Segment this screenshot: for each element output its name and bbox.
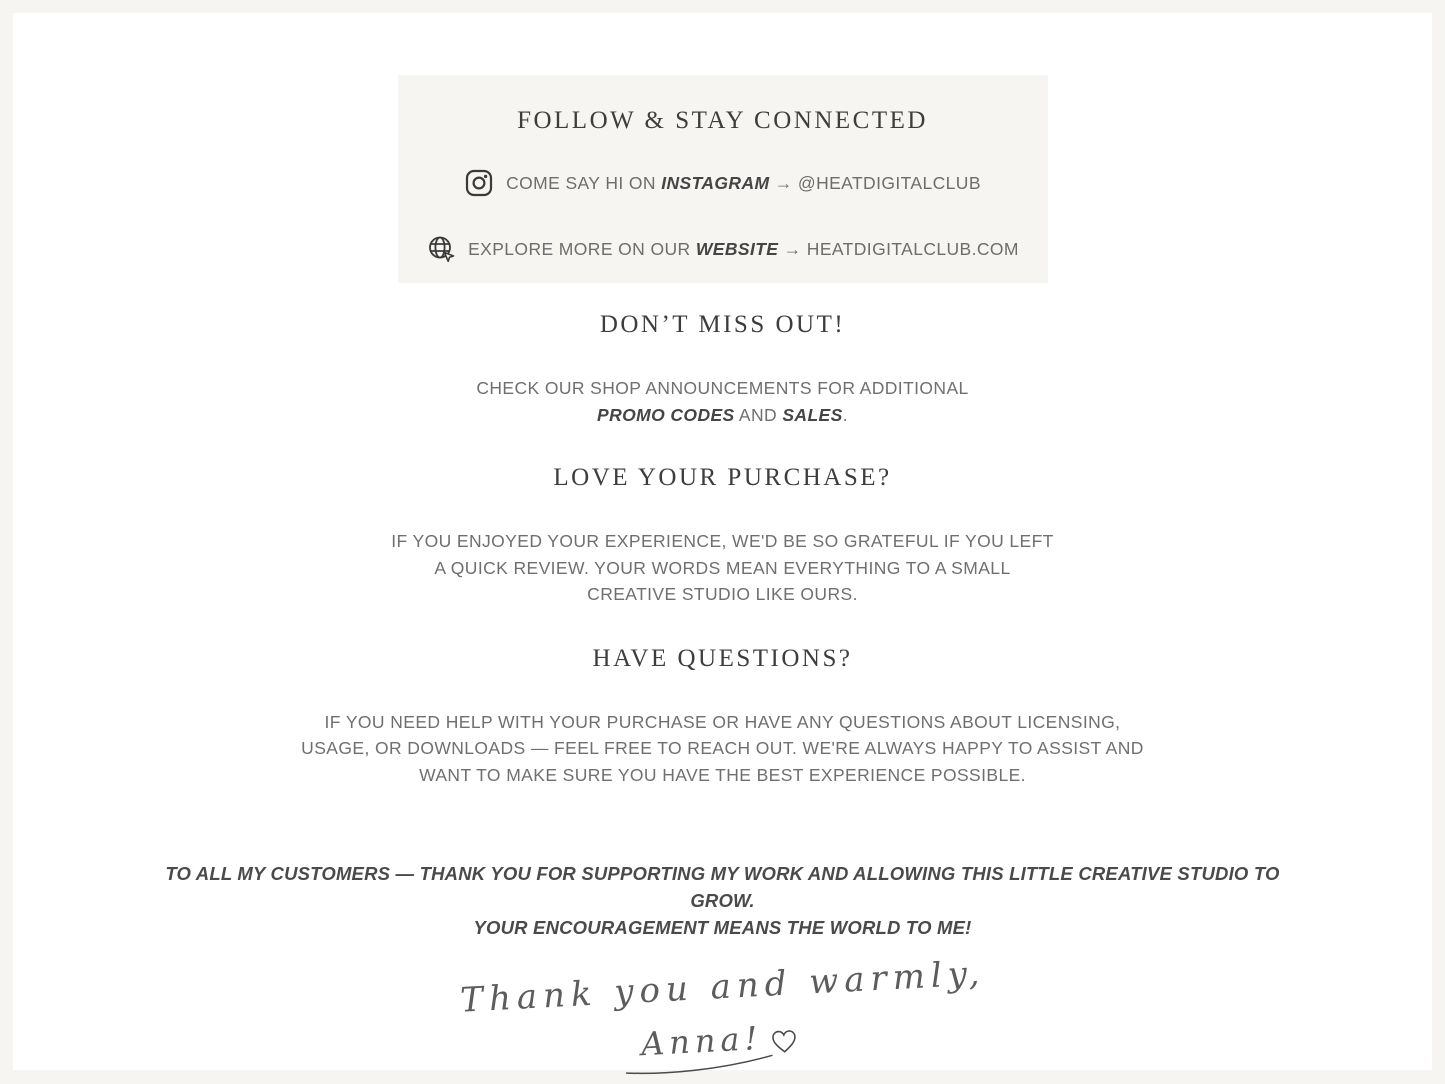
love-body: [391, 528, 1054, 608]
dont-miss-body: [476, 375, 968, 428]
closing-message: [148, 860, 1298, 941]
dont-miss-line1: CHECK OUR SHOP ANNOUNCEMENTS FOR ADDITIONAL: [476, 378, 969, 398]
instagram-bold: INSTAGRAM: [661, 172, 770, 193]
love-title: LOVE YOUR PURCHASE?: [553, 464, 892, 491]
questions-line-1: IF YOU NEED HELP WITH YOUR PURCHASE OR HAVE ANY QUESTIONS ABOUT LICENSING,: [324, 711, 1121, 732]
questions-line-3: WANT TO MAKE SURE YOU HAVE THE BEST EXPERIENCE POSSIBLE.: [419, 764, 1026, 785]
questions-body: [301, 709, 1144, 789]
sales-emphasis: SALES: [782, 404, 843, 425]
instagram-icon: [464, 168, 494, 198]
closing-line-2: YOUR ENCOURAGEMENT MEANS THE WORLD TO ME!: [473, 917, 972, 938]
dont-miss-line2-end: .: [842, 404, 848, 425]
website-row: [398, 234, 1048, 264]
instagram-prefix: COME SAY HI ON: [506, 172, 662, 193]
signature-name: Anna!: [639, 1018, 764, 1064]
instagram-handle: → @HEATDIGITALCLUB: [769, 172, 981, 193]
website-url: → HEATDIGITALCLUB.COM: [778, 238, 1019, 259]
website-bold: WEBSITE: [695, 238, 779, 259]
globe-cursor-icon: [426, 234, 456, 264]
questions-line-2: USAGE, OR DOWNLOADS — FEEL FREE TO REACH OUT. WE'RE ALWAYS HAPPY TO ASSIST AND: [301, 738, 1144, 758]
love-line-2: A QUICK REVIEW. YOUR WORDS MEAN EVERYTHING TO A SMALL: [434, 557, 1011, 578]
closing-line-1: TO ALL MY CUSTOMERS — THANK YOU FOR SUPPORTING MY WORK AND ALLOWING THIS LITTLE CREATIVE STUDIO TO GROW.: [165, 863, 1280, 911]
card-content: [13, 13, 1432, 1064]
dont-miss-title: DON’T MISS OUT!: [599, 311, 846, 338]
love-line-1: IF YOU ENJOYED YOUR EXPERIENCE, WE'D BE SO GRATEFUL IF YOU LEFT: [391, 531, 1054, 551]
connect-box-title: FOLLOW & STAY CONNECTED: [517, 107, 928, 134]
signature-line: [640, 1015, 805, 1065]
signoff-script: Thank you and warmly,: [459, 953, 986, 1021]
thank-you-card: [13, 13, 1432, 1070]
promo-codes-emphasis: PROMO CODES: [597, 404, 735, 425]
connect-box: [398, 75, 1048, 283]
dont-miss-line2: [476, 402, 968, 429]
questions-title: HAVE QUESTIONS?: [592, 644, 853, 672]
website-text: [468, 239, 1019, 260]
instagram-text: [506, 173, 981, 194]
dont-miss-line2-mid: AND: [734, 404, 783, 425]
website-prefix: EXPLORE MORE ON OUR: [468, 238, 696, 259]
love-line-3: CREATIVE STUDIO LIKE OURS.: [587, 584, 858, 604]
instagram-row: [398, 168, 1048, 198]
